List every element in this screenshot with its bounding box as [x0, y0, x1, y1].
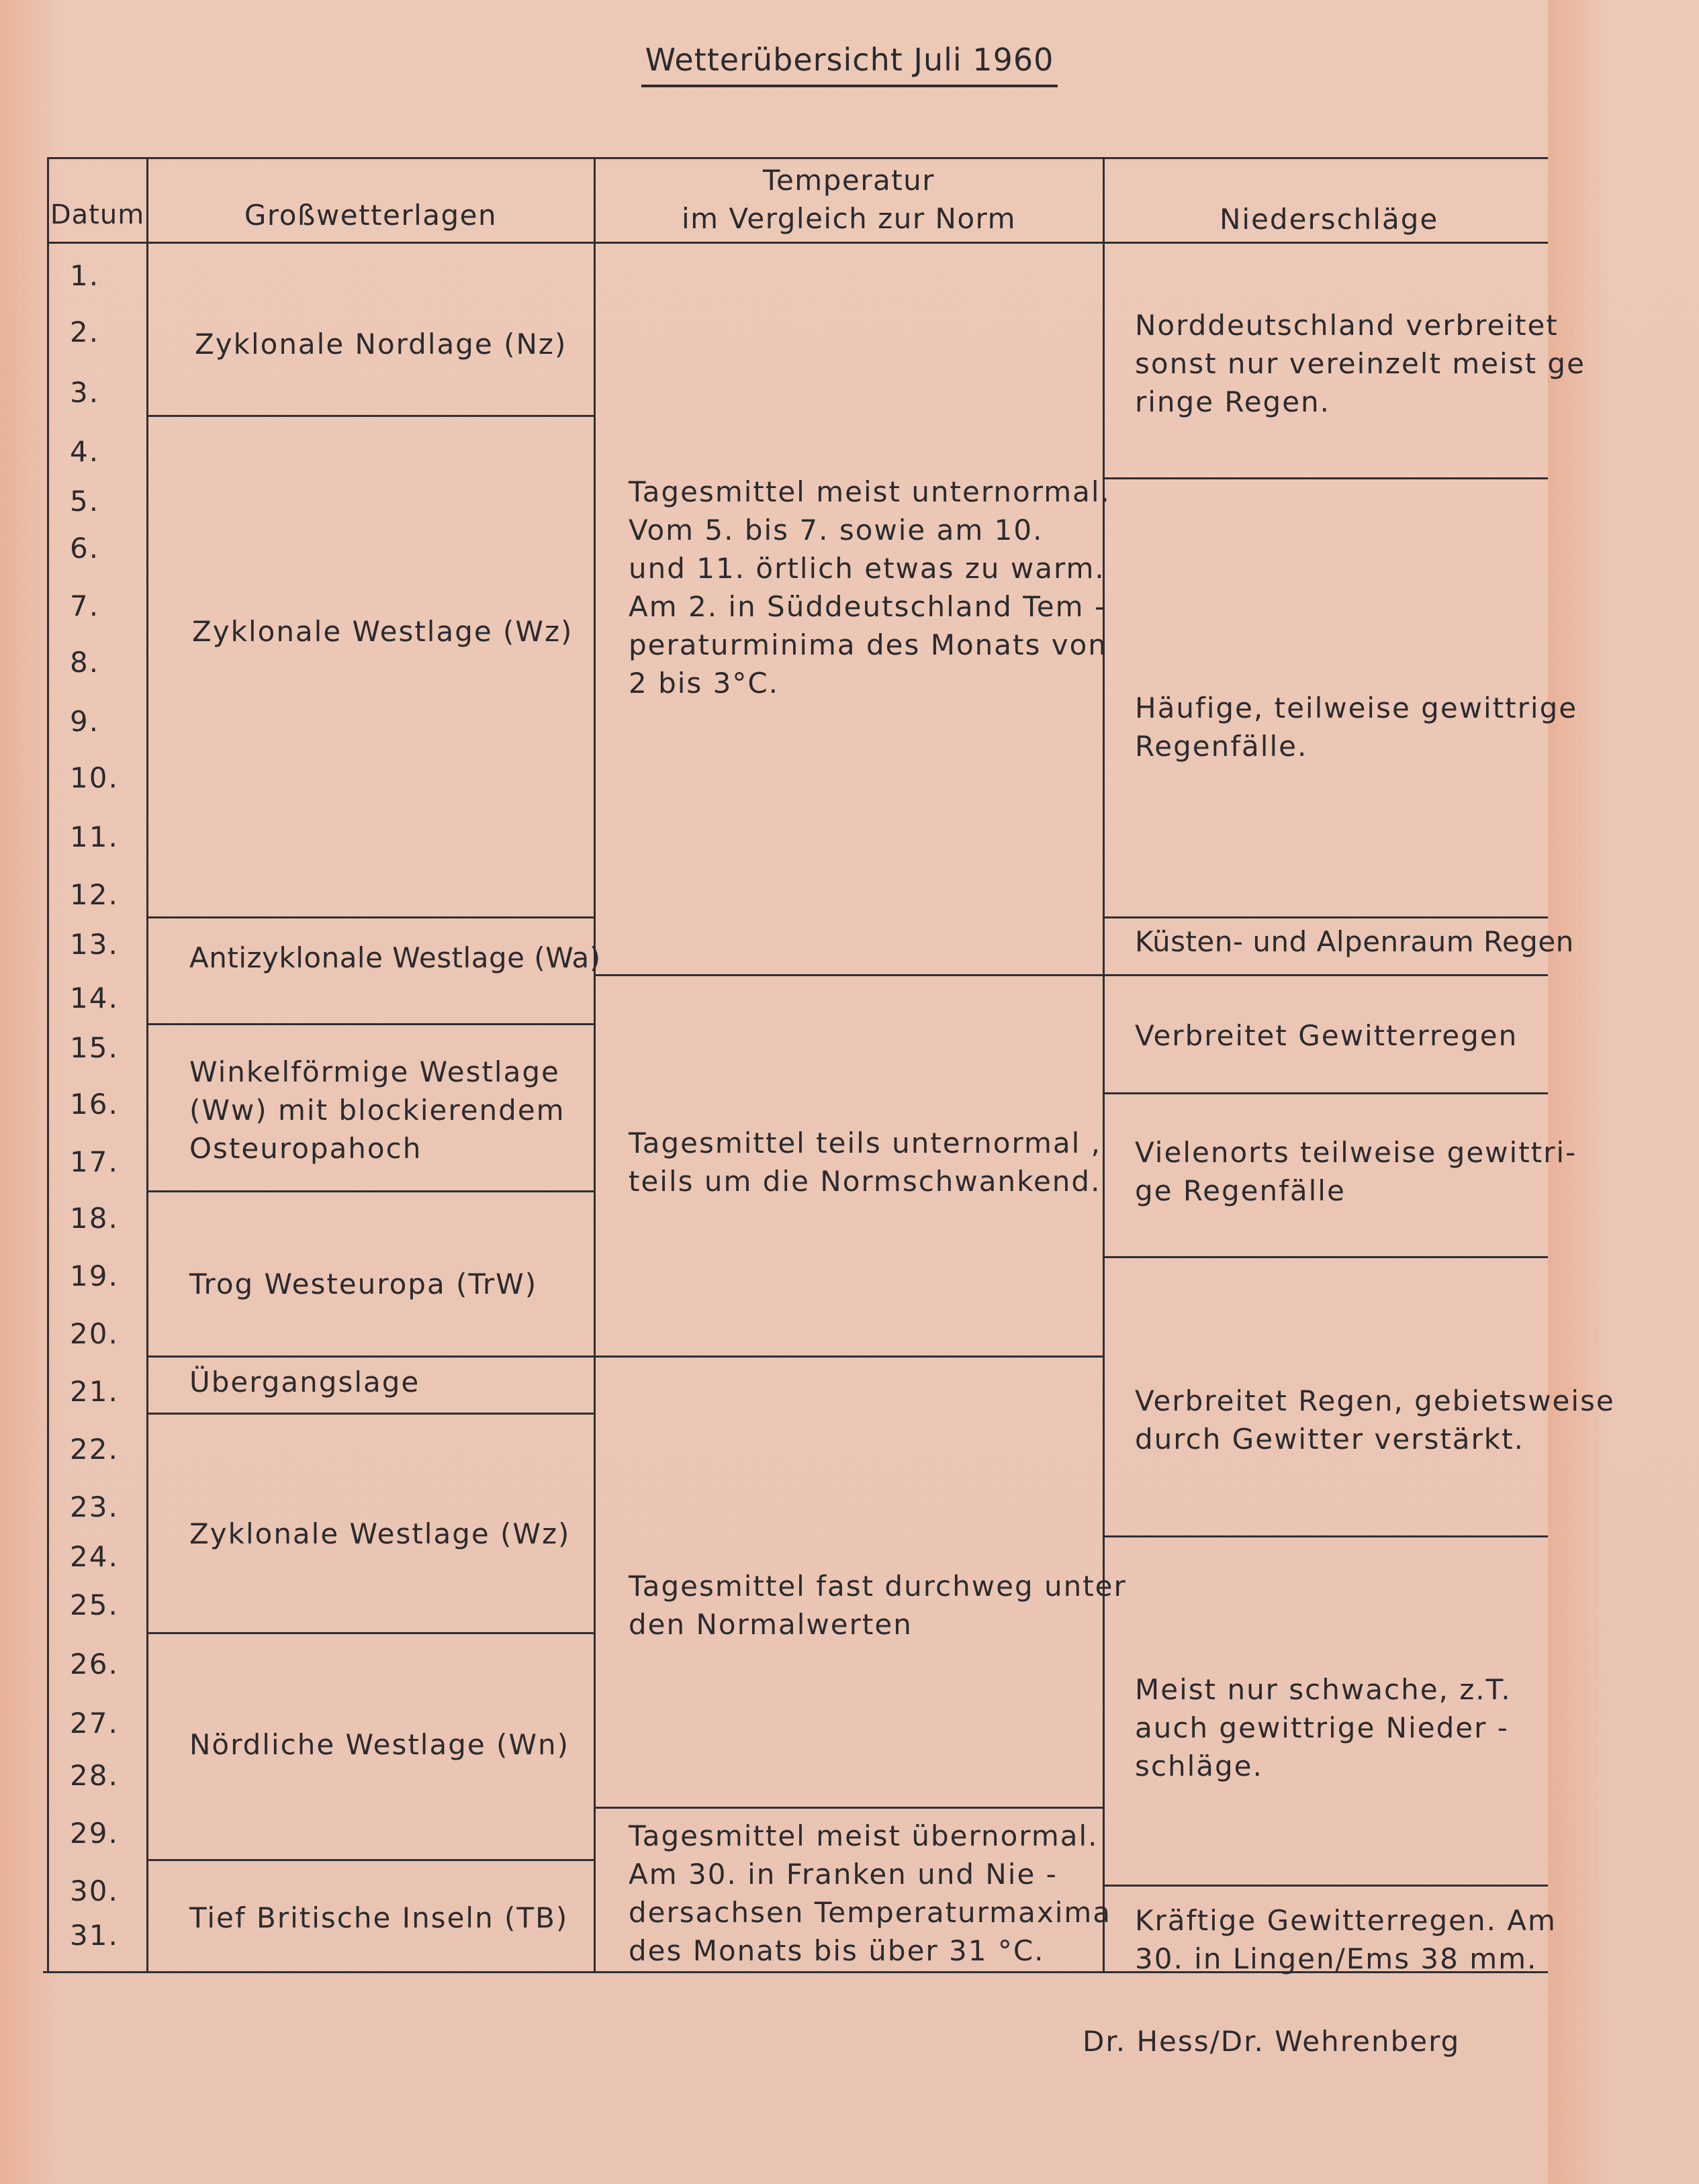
table-top-border: [48, 157, 1548, 159]
wetterlage-wz-1: Zyklonale Westlage (Wz): [192, 615, 573, 648]
niederschlag-sep-4: [1103, 1092, 1548, 1094]
wetterlage-sep-2: [146, 916, 595, 918]
niederschlag-1: Norddeutschland verbreitet sonst nur vereinzelt meist ge ringe Regen.: [1135, 309, 1586, 418]
col-divider-temperatur: [1103, 157, 1105, 1973]
niederschlag-4: Verbreitet Gewitterregen: [1135, 1019, 1518, 1052]
niederschlag-2: Häufige, teilweise gewittrige Regenfälle.: [1135, 692, 1578, 763]
day-11: 11.: [70, 820, 119, 853]
signature: Dr. Hess/Dr. Wehrenberg: [1083, 2025, 1461, 2058]
day-30: 30.: [70, 1874, 119, 1907]
header-temperatur: Temperatur im Vergleich zur Norm: [681, 164, 1016, 235]
niederschlag-sep-5: [1103, 1256, 1548, 1258]
niederschlag-sep-6: [1103, 1535, 1548, 1537]
day-8: 8.: [70, 646, 100, 679]
niederschlag-sep-1: [1103, 477, 1548, 479]
wetterlage-sep-7: [146, 1632, 595, 1634]
wetterlage-ww: Winkelförmige Westlage (Ww) mit blockierendem Osteuropahoch: [189, 1055, 565, 1165]
day-5: 5.: [70, 485, 100, 518]
niederschlag-8: Kräftige Gewitterregen. Am 30. in Lingen/Ems 38 mm.: [1135, 1904, 1557, 1975]
day-31: 31.: [70, 1919, 119, 1952]
wetterlage-wz-2: Zyklonale Westlage (Wz): [189, 1517, 571, 1550]
wetterlage-sep-8: [146, 1859, 595, 1861]
niederschlag-sep-3: [1103, 974, 1548, 976]
col-divider-datum: [146, 157, 148, 1973]
title-text: Wetterübersicht Juli 1960: [641, 42, 1058, 87]
day-27: 27.: [70, 1707, 119, 1740]
day-1: 1.: [70, 259, 100, 292]
temperatur-block-1: Tagesmittel meist unternormal. Vom 5. bis 7. sowie am 10. und 11. örtlich etwas zu warm. Am 2. in Süddeutschland Tem - peraturminima des Monats von 2 bis 3°C.: [629, 475, 1111, 700]
niederschlag-sep-2: [1103, 916, 1548, 918]
day-9: 9.: [70, 705, 100, 738]
day-19: 19.: [70, 1260, 119, 1292]
day-6: 6.: [70, 532, 100, 565]
wetterlage-trw: Trog Westeuropa (TrW): [189, 1268, 538, 1300]
temperatur-sep-2: [594, 1356, 1104, 1358]
temperatur-block-3: Tagesmittel fast durchweg unter den Normalwerten: [629, 1570, 1127, 1641]
temperatur-block-4: Tagesmittel meist übernormal. Am 30. in Franken und Nie - dersachsen Temperaturmaxima des Monats bis über 31 °C.: [629, 1819, 1112, 1967]
day-17: 17.: [70, 1145, 119, 1178]
wetterlage-wa: Antizyklonale Westlage (Wa): [189, 941, 601, 974]
wetterlage-sep-1: [146, 415, 595, 417]
day-10: 10.: [70, 761, 119, 794]
day-4: 4.: [70, 435, 100, 468]
wetterlage-wn: Nördliche Westlage (Wn): [189, 1728, 569, 1761]
day-23: 23.: [70, 1490, 119, 1523]
wetterlage-tb: Tief Britische Inseln (TB): [189, 1901, 569, 1934]
niederschlag-7: Meist nur schwache, z.T. auch gewittrige Nieder - schläge.: [1135, 1673, 1512, 1783]
niederschlag-5: Vielenorts teilweise gewittri- ge Regenfälle: [1135, 1136, 1577, 1207]
wetterlage-uebergang: Übergangslage: [189, 1366, 420, 1398]
day-26: 26.: [70, 1648, 119, 1680]
day-15: 15.: [70, 1031, 119, 1064]
day-25: 25.: [70, 1588, 119, 1621]
temperatur-block-2: Tagesmittel teils unternormal , teils um die Normschwankend.: [629, 1127, 1102, 1198]
header-grosswetterlagen: Großwetterlagen: [244, 199, 498, 232]
day-20: 20.: [70, 1317, 119, 1350]
day-29: 29.: [70, 1817, 119, 1850]
wetterlage-sep-6: [146, 1413, 595, 1415]
niederschlag-6: Verbreitet Regen, gebietsweise durch Gewitter verstärkt.: [1135, 1384, 1615, 1456]
day-22: 22.: [70, 1433, 119, 1466]
day-21: 21.: [70, 1375, 119, 1408]
day-13: 13.: [70, 928, 119, 961]
day-14: 14.: [70, 982, 119, 1014]
wetterlage-sep-3: [146, 1023, 595, 1025]
header-datum: Datum: [50, 199, 145, 230]
day-3: 3.: [70, 376, 100, 409]
day-18: 18.: [70, 1202, 119, 1235]
day-2: 2.: [70, 316, 100, 348]
temperatur-sep-1: [594, 974, 1104, 976]
day-16: 16.: [70, 1088, 119, 1121]
niederschlag-sep-7: [1103, 1885, 1548, 1887]
wetterlage-sep-4: [146, 1190, 595, 1192]
day-28: 28.: [70, 1759, 119, 1792]
col-divider-wetterlage: [594, 157, 596, 1973]
wetterlage-nz: Zyklonale Nordlage (Nz): [195, 328, 567, 361]
header-bottom-border: [48, 242, 1548, 244]
niederschlag-3: Küsten- und Alpenraum Regen: [1135, 925, 1574, 958]
header-niederschlaege: Niederschläge: [1220, 203, 1439, 236]
temperatur-sep-3: [594, 1807, 1104, 1809]
day-7: 7.: [70, 589, 100, 622]
day-12: 12.: [70, 878, 119, 911]
day-24: 24.: [70, 1540, 119, 1573]
wetterlage-sep-5: [146, 1356, 595, 1358]
table-left-border: [47, 157, 49, 1973]
